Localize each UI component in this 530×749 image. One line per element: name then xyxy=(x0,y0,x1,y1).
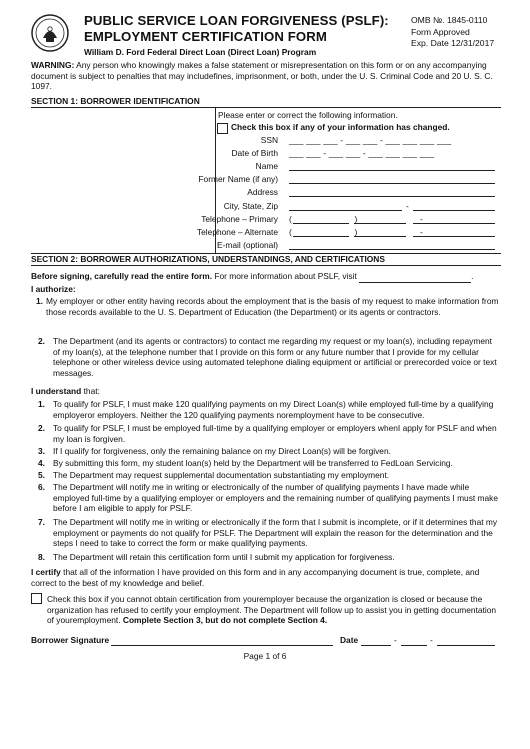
understand-3-text: If I qualify for forgiveness, only the remaining balance on my Direct Loan(s) will be forgiven. xyxy=(53,446,391,456)
understand-heading xyxy=(31,386,100,397)
phone-alternate-format: ( ) - xyxy=(289,227,424,237)
understand-3-number: 3. xyxy=(38,446,45,456)
name-field[interactable] xyxy=(289,170,495,171)
read-form-notice: Before signing, carefully read the entire form. For more information about PSLF, visit . xyxy=(31,271,474,281)
form-approved: Form Approved xyxy=(411,26,470,37)
program-name: William D. Ford Federal Direct Loan (Direct Loan) Program xyxy=(84,47,317,57)
city-state-field[interactable] xyxy=(289,210,402,211)
understand-2-number: 2. xyxy=(38,423,45,433)
understand-7-text: The Department will notify me in writing or electronically if the form that I submit is incomplete, or if it determines that my employment or payments do not qualify for PSLF. The Department will explain the reason for the determination and the steps I need to take to correct the form or make qualifying payments. xyxy=(53,517,498,549)
email-label: E-mail (optional) xyxy=(217,240,278,250)
understand-1-text: To qualify for PSLF, I must make 120 qualifying payments on my Direct Loan(s) while employed full-time by a qualifying employeror employers. Neither the 120 qualifying payments noremployment have to be consecutive. xyxy=(53,399,494,420)
date-month-field[interactable] xyxy=(361,645,391,646)
ssn-label: SSN xyxy=(260,135,278,145)
understand-8-text: The Department will retain this certification form until I submit my application for forgiveness. xyxy=(53,552,395,562)
city-state-zip-label: City, State, Zip xyxy=(223,201,278,211)
warning-label: WARNING: xyxy=(31,60,75,70)
email-field[interactable] xyxy=(289,249,495,250)
phone-alternate-area-line xyxy=(293,236,349,237)
section2-heading: SECTION 2: BORROWER AUTHORIZATIONS, UNDERSTANDINGS, AND CERTIFICATIONS xyxy=(31,254,501,266)
understand-7-number: 7. xyxy=(38,517,45,527)
date-year-field[interactable] xyxy=(437,645,495,646)
authorize-2-text: The Department (and its agents or contractors) to contact me regarding my request or my loan(s), including repayment of my loan(s), at the telephone number that I provide on this form or any future number that I provide for my cellular telephone or other wireless device using automated telephone dialing equipment or artificial or prerecorded voice or text messages. xyxy=(53,336,497,378)
authorize-heading: I authorize: xyxy=(31,284,76,294)
phone-alternate-prefix-line xyxy=(354,236,406,237)
understand-bold: I understand xyxy=(31,386,82,396)
city-state-zip-separator: - xyxy=(406,201,409,211)
understand-8-number: 8. xyxy=(38,552,45,562)
date-separator-2: - xyxy=(430,635,433,645)
former-name-label: Former Name (if any) xyxy=(198,174,278,184)
signature-field[interactable] xyxy=(111,645,333,646)
understand-6-number: 6. xyxy=(38,482,45,492)
read-form-bold: Before signing, carefully read the entire form. xyxy=(31,271,213,281)
date-day-field[interactable] xyxy=(401,645,427,646)
form-title xyxy=(84,13,389,45)
understand-5-text: The Department may request supplemental documentation substantiating my employment. xyxy=(53,470,390,480)
date-separator-1: - xyxy=(394,635,397,645)
omb-block xyxy=(411,15,494,50)
dob-field[interactable]: ___ ___ - ___ ___ - ___ ___ ___ ___ xyxy=(289,148,435,158)
date-label: Date xyxy=(340,635,359,645)
section1-instruction: Please enter or correct the following information. xyxy=(218,110,398,120)
read-form-text: For more information about PSLF, visit xyxy=(214,271,357,281)
certify-bold: I certify xyxy=(31,567,61,577)
title-line-1: PUBLIC SERVICE LOAN FORGIVENESS (PSLF): xyxy=(84,13,389,28)
understand-1-number: 1. xyxy=(38,399,45,409)
cannot-certify-text: Check this box if you cannot obtain certification from youremployer because the organization is closed or because the organization has refused to certify your employment. The Department will follow up to assist you in getting documentation of youremployment. xyxy=(47,594,497,626)
understand-5-number: 5. xyxy=(38,470,45,480)
pslf-website-blank xyxy=(359,271,471,283)
title-line-2: EMPLOYMENT CERTIFICATION FORM xyxy=(84,29,327,44)
understand-4-text: By submitting this form, my student loan(s) held by the Department will be transferred to FedLoan Servicing. xyxy=(53,458,453,468)
phone-alternate-line-line xyxy=(413,236,495,237)
authorize-1-text: My employer or other entity having records about the employment that is the basis of my request to make information from those records available to the U. S. Department of Education (the Department) or its agents or contractors. xyxy=(46,296,499,317)
warning-paragraph xyxy=(31,60,503,92)
info-changed-checkbox[interactable] xyxy=(217,123,228,134)
address-label: Address xyxy=(247,187,278,197)
expiration-date: Exp. Date 12/31/2017 xyxy=(411,38,495,48)
certify-text: that all of the information I have provided on this form and in any accompanying document is true, complete, and correct to the best of my knowledge and belief. xyxy=(31,567,480,588)
understand-6-text: The Department will notify me in writing or electronically of the number of qualifying payments I have made while employed full-time by a qualifying employer or employers and the remaining number of qualifying payments I must make before I am eligible to apply for PSLF. xyxy=(53,482,499,514)
phone-primary-area-line xyxy=(293,223,349,224)
phone-primary-label: Telephone – Primary xyxy=(201,214,278,224)
signature-label: Borrower Signature xyxy=(31,635,110,645)
understand-4-number: 4. xyxy=(38,458,45,468)
dob-label: Date of Birth xyxy=(231,148,278,158)
cannot-certify-paragraph xyxy=(47,594,501,626)
name-label: Name xyxy=(255,161,278,171)
address-field[interactable] xyxy=(289,196,495,197)
authorize-2-number: 2. xyxy=(38,336,45,346)
phone-primary-line-line xyxy=(413,223,495,224)
section1-heading: SECTION 1: BORROWER IDENTIFICATION xyxy=(31,96,501,108)
phone-primary-prefix-line xyxy=(354,223,406,224)
department-seal-logo xyxy=(31,14,69,52)
authorize-1-number: 1. xyxy=(36,296,43,306)
understand-2-text: To qualify for PSLF, I must be employed full-time by a qualifying employer or employers whenI apply for PSLF and when my loan is forgiven. xyxy=(53,423,497,444)
former-name-field[interactable] xyxy=(289,183,495,184)
phone-alternate-label: Telephone – Alternate xyxy=(196,227,278,237)
info-changed-label: Check this box if any of your information has changed. xyxy=(231,122,450,132)
omb-number: OMB №. 1845-0110 xyxy=(411,15,488,25)
zip-field[interactable] xyxy=(413,210,495,211)
ssn-field[interactable]: ___ ___ ___ - ___ ___ - ___ ___ ___ ___ xyxy=(289,135,452,145)
phone-primary-format: ( ) - xyxy=(289,214,424,224)
certify-paragraph xyxy=(31,567,501,588)
cannot-certify-bold: Complete Section 3, but do not complete Section 4. xyxy=(122,615,328,626)
understand-suffix: that: xyxy=(81,386,100,396)
cannot-certify-checkbox[interactable] xyxy=(31,593,42,604)
warning-text: Any person who knowingly makes a false statement or misrepresentation on this form or on any accompanying document is subject to penalties that may includefines, imprisonment, or both, under the U. S. Criminal Code and 20 U. S. C. 1097. xyxy=(31,60,493,92)
page-number: Page 1 of 6 xyxy=(243,651,287,661)
